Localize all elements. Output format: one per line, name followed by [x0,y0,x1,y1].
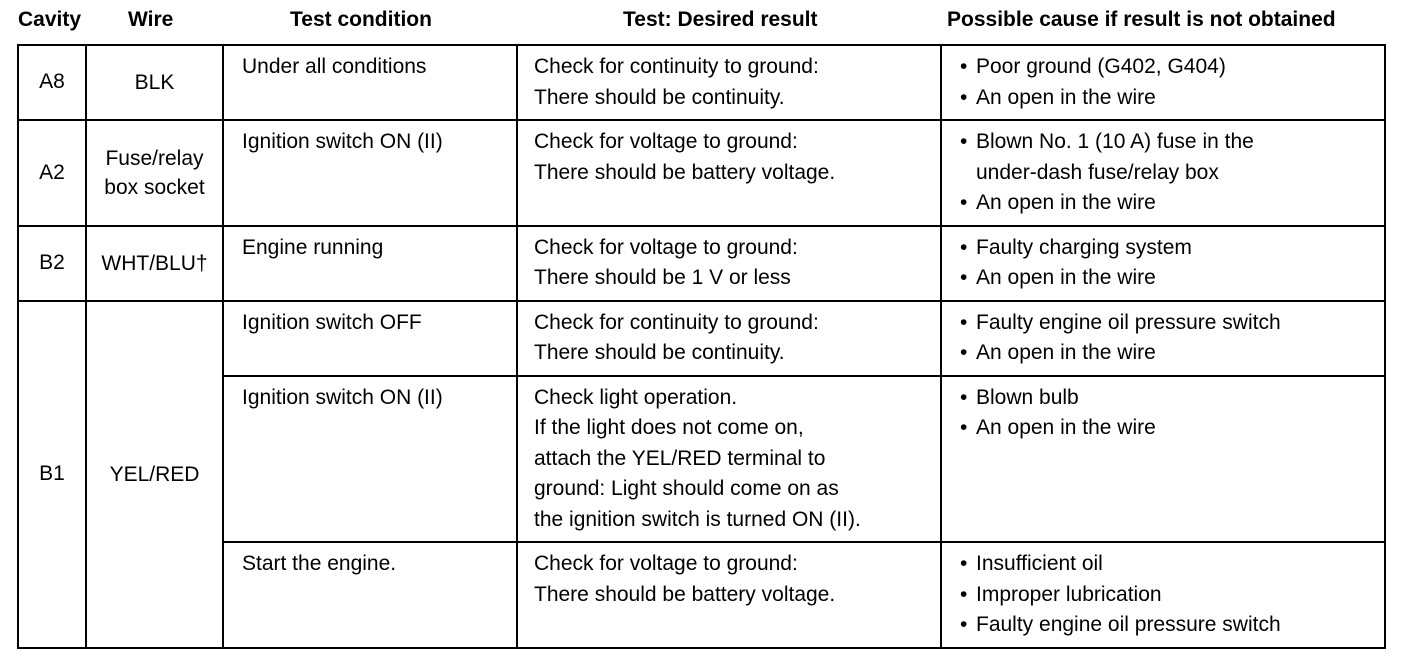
test-condition-cell [223,45,517,120]
test-condition-text: Ignition switch ON (II) [242,385,443,409]
desired-result-cell [517,376,941,543]
bullet-mark: • [960,582,968,606]
cause-text: Improper lubrication [976,582,1162,606]
table-row [18,376,1385,543]
bullet-mark: • [960,191,968,214]
cause-item [960,338,1380,369]
wire-line: Fuse/relay [105,146,204,170]
desired-result-cell [517,542,941,648]
cause-text: Faulty engine oil pressure switch [976,613,1281,636]
table-row [18,120,1385,226]
wire-cell [86,45,223,120]
cause-item [960,580,1380,611]
wire-cell [86,120,223,226]
desired-result-line: Check for continuity to ground: [534,310,819,334]
bullet-mark: • [960,341,968,364]
desired-result-line: If the light does not come on, [534,416,804,439]
possible-cause-cell [941,376,1385,543]
cause-text-continued: under-dash fuse/relay box [976,160,1219,184]
bullet-mark: • [960,416,968,439]
wire-line: YEL/RED [109,462,200,486]
desired-result-line: Check for voltage to ground: [534,552,798,575]
desired-result-cell [517,120,941,226]
cause-text: An open in the wire [976,191,1156,214]
desired-result-line: There should be continuity. [534,85,785,109]
test-condition-text: Engine running [242,235,384,259]
wire-line: BLK [134,71,175,94]
test-condition-cell [223,542,517,648]
table-row [18,301,1385,376]
cause-item [960,233,1380,264]
desired-result-line: There should be 1 V or less [534,266,791,289]
possible-cause-cell [941,226,1385,301]
desired-result-line: There should be battery voltage. [534,582,836,606]
wire-cell [86,301,223,648]
header-possible-cause: Possible cause if result is not obtained [947,8,1336,31]
cause-text: An open in the wire [976,85,1156,109]
cause-item [960,188,1380,219]
wire-line: box socket [104,175,205,199]
test-condition-text: Ignition switch OFF [242,310,422,334]
desired-result-line: Check light operation. [534,385,738,409]
cavity-cell: A2 [18,120,86,226]
cause-text: Faulty engine oil pressure switch [976,310,1281,334]
table-row [18,226,1385,301]
desired-result-line: the ignition switch is turned ON (II). [534,507,861,531]
cause-text: Poor ground (G402, G404) [976,55,1226,78]
cause-text: Blown No. 1 (10 A) fuse in the [976,130,1254,153]
desired-result-cell [517,45,941,120]
test-condition-cell [223,376,517,543]
cavity-cell: B2 [18,226,86,301]
cavity-cell: B1 [18,301,86,648]
desired-result-line: ground: Light should come on as [534,477,839,500]
cause-text: Faulty charging system [976,235,1192,259]
bullet-mark: • [960,55,968,78]
possible-cause-cell [941,120,1385,226]
bullet-mark: • [960,385,968,409]
cause-item [960,610,1380,641]
bullet-mark: • [960,85,968,109]
cause-text: Insufficient oil [976,552,1103,575]
cause-text: Blown bulb [976,385,1079,409]
desired-result-cell [517,301,941,376]
desired-result-line: Check for continuity to ground: [534,55,819,78]
test-table-body [18,45,1385,648]
cause-item [960,52,1380,83]
cause-text: An open in the wire [976,266,1156,289]
desired-result-line: attach the YEL/RED terminal to [534,446,826,470]
cause-item [960,413,1380,444]
cause-item [960,549,1380,580]
test-condition-text: Start the engine. [242,552,397,575]
test-condition-cell [223,301,517,376]
test-condition-cell [223,226,517,301]
cause-item [960,263,1380,294]
header-wire: Wire [128,8,174,31]
test-condition-text: Under all conditions [242,55,427,78]
desired-result-line: There should be battery voltage. [534,160,836,184]
bullet-mark: • [960,613,968,636]
header-test-condition: Test condition [290,8,432,31]
wire-cell [86,226,223,301]
test-condition-cell [223,120,517,226]
bullet-mark: • [960,310,968,334]
cause-item [960,383,1380,414]
desired-result-line: Check for voltage to ground: [534,235,798,259]
cause-item [960,308,1380,339]
wire-line: WHT/BLU† [101,251,208,275]
header-cavity: Cavity [18,8,82,31]
bullet-mark: • [960,130,968,153]
bullet-mark: • [960,266,968,289]
possible-cause-cell [941,301,1385,376]
cause-item [960,127,1380,158]
bullet-mark: • [960,552,968,575]
cause-item [960,83,1380,114]
header-desired-result: Test: Desired result [623,8,818,31]
table-row [18,542,1385,648]
bullet-mark: • [960,235,968,259]
possible-cause-cell [941,542,1385,648]
cavity-cell: A8 [18,45,86,120]
desired-result-cell [517,226,941,301]
cause-text: An open in the wire [976,416,1156,439]
cause-text: An open in the wire [976,341,1156,364]
test-table [17,44,1386,649]
desired-result-line: Check for voltage to ground: [534,130,798,153]
desired-result-line: There should be continuity. [534,341,785,364]
possible-cause-cell [941,45,1385,120]
test-condition-text: Ignition switch ON (II) [242,130,443,153]
table-row [18,45,1385,120]
